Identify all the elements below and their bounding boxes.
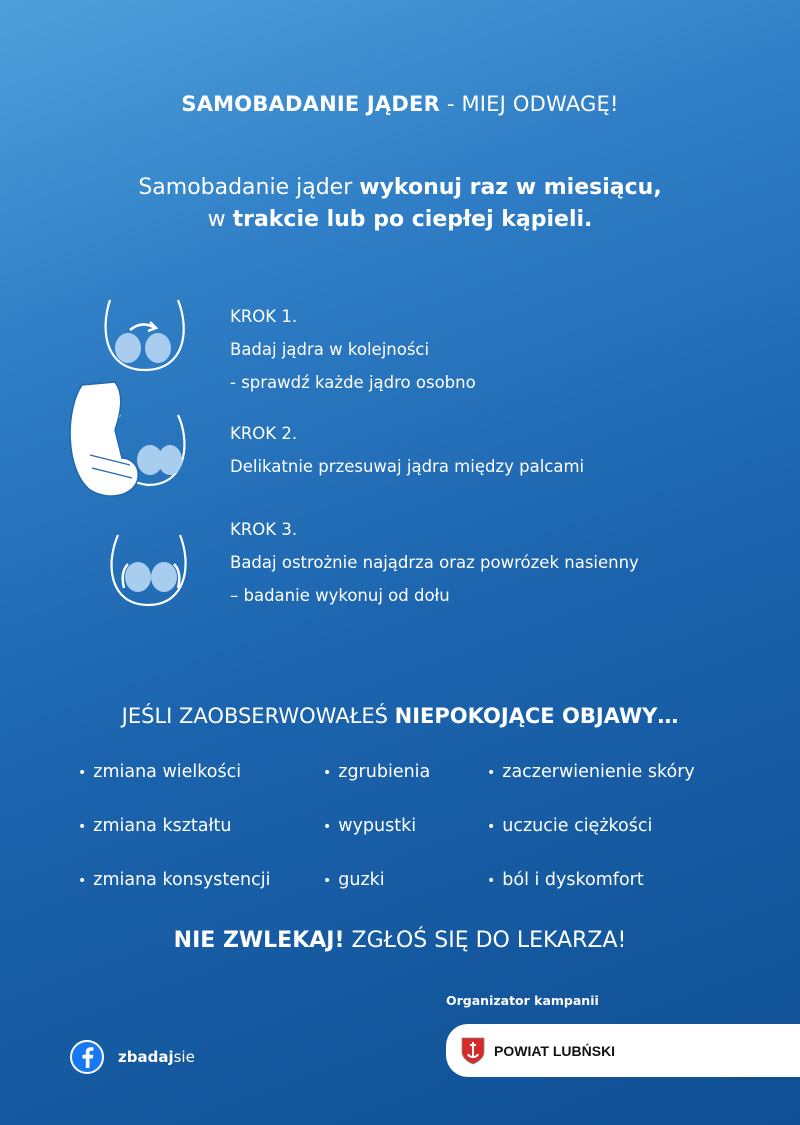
facebook-handle-rest: sie (173, 1048, 195, 1066)
list-item: • zgrubienia (323, 758, 430, 812)
symptoms-heading-plain: JEŚLI ZAOBSERWOWAŁEŚ (121, 704, 395, 728)
step-3-label: KROK 3. (230, 520, 298, 539)
symptoms-heading (0, 704, 800, 728)
cta-rest: ZGŁOŚ SIĘ DO LEKARZA! (344, 928, 627, 953)
call-to-action (0, 928, 800, 953)
symptoms-column-3 (487, 758, 695, 920)
list-item: • ból i dyskomfort (487, 866, 695, 920)
lead-line2-bold: trakcie lub po ciepłej kąpieli. (232, 207, 593, 232)
step-1-line-2: - sprawdź każde jądro osobno (230, 373, 476, 392)
organizer-name: POWIAT LUBŃSKI (494, 1042, 616, 1059)
step-2-line-1: Delikatnie przesuwaj jądra między palcami (230, 457, 585, 476)
step-3-line-1: Badaj ostrożnie najądrza oraz powrózek nasienny (230, 553, 639, 572)
county-crest-icon (460, 1036, 486, 1066)
organizer-label: Organizator kampanii (446, 993, 599, 1008)
symptoms-column-1 (78, 758, 270, 920)
facebook-handle-bold: zbadaj (118, 1048, 174, 1066)
list-item: • zmiana wielkości (78, 758, 270, 812)
step-1-label: KROK 1. (230, 307, 298, 326)
step-1 (230, 300, 750, 399)
step3-illustration-icon (112, 535, 186, 605)
step2-hand-illustration-icon (70, 382, 184, 496)
title-rest: - MIEJ ODWAGĘ! (439, 92, 619, 116)
self-exam-illustration (60, 290, 200, 620)
list-item: • wypustki (323, 812, 430, 866)
step1-illustration-icon (106, 300, 184, 370)
list-item: • zmiana kształtu (78, 812, 270, 866)
step-1-line-1: Badaj jądra w kolejności (230, 340, 430, 359)
cta-bold: NIE ZWLEKAJ! (173, 928, 345, 953)
symptoms-heading-bold: NIEPOKOJĄCE OBJAWY… (394, 704, 679, 728)
symptoms-column-2 (323, 758, 430, 920)
facebook-link[interactable] (70, 1040, 195, 1074)
organizer-box (446, 1024, 800, 1077)
lead-text (0, 172, 800, 236)
lead-line1-plain: Samobadanie jąder (138, 175, 360, 200)
lead-line2-plain: w (207, 207, 233, 232)
step-3 (230, 513, 750, 612)
page-title (0, 92, 800, 116)
list-item: • zmiana konsystencji (78, 866, 270, 920)
lead-line1-bold: wykonuj raz w miesiącu, (359, 175, 662, 200)
list-item: • zaczerwienienie skóry (487, 758, 695, 812)
facebook-handle[interactable] (118, 1048, 195, 1066)
step-3-line-2: – badanie wykonuj od dołu (230, 586, 450, 605)
list-item: • uczucie ciężkości (487, 812, 695, 866)
title-bold: SAMOBADANIE JĄDER (181, 92, 440, 116)
step-2-label: KROK 2. (230, 424, 298, 443)
step-2 (230, 417, 750, 483)
list-item: • guzki (323, 866, 430, 920)
steps-list (230, 300, 750, 630)
facebook-icon[interactable] (70, 1040, 104, 1074)
